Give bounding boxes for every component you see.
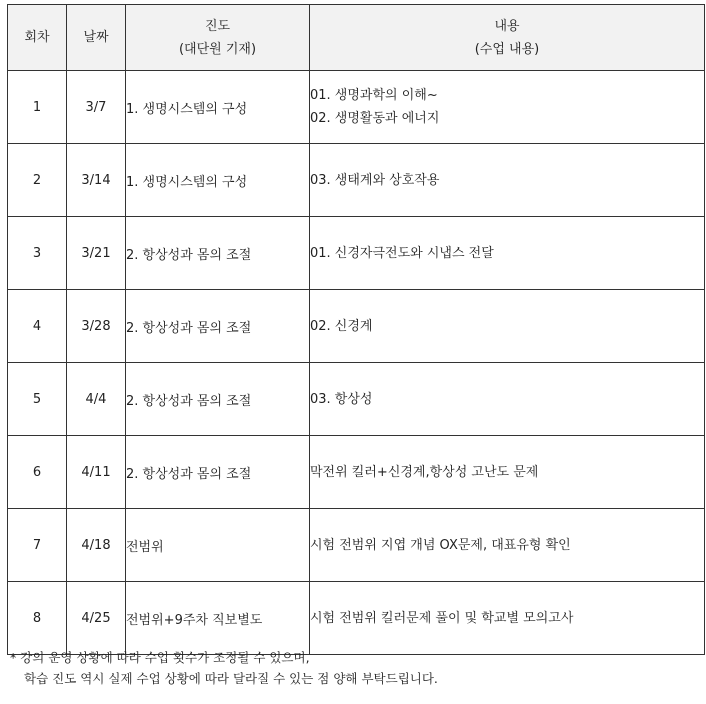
header-row (8, 5, 705, 71)
header-content (310, 5, 705, 71)
content-line: 01. 신경자극전도와 시냅스 전달 (310, 245, 494, 261)
round-cell: 6 (8, 436, 67, 509)
progress-cell: 전범위 (126, 509, 310, 582)
content-line: 막전위 킬러+신경계,항상성 고난도 문제 (310, 464, 539, 480)
footnote (10, 647, 438, 689)
content-cell (310, 509, 705, 582)
progress-cell: 2. 항상성과 몸의 조절 (126, 290, 310, 363)
table-row (8, 217, 705, 290)
content-cell (310, 436, 705, 509)
table-row (8, 582, 705, 655)
progress-cell: 2. 항상성과 몸의 조절 (126, 363, 310, 436)
schedule-table (7, 4, 705, 655)
round-cell: 3 (8, 217, 67, 290)
content-cell (310, 144, 705, 217)
date-cell: 4/11 (67, 436, 126, 509)
progress-cell: 2. 항상성과 몸의 조절 (126, 217, 310, 290)
table-row (8, 290, 705, 363)
content-cell (310, 363, 705, 436)
content-cell (310, 582, 705, 655)
table-row (8, 436, 705, 509)
round-cell: 5 (8, 363, 67, 436)
footnote-line: 학습 진도 역시 실제 수업 상황에 따라 달라질 수 있는 점 양해 부탁드립니다. (24, 671, 438, 686)
progress-cell: 1. 생명시스템의 구성 (126, 71, 310, 144)
content-line: 시험 전범위 킬러문제 풀이 및 학교별 모의고사 (310, 610, 574, 626)
content-line: 시험 전범위 지엽 개념 OX문제, 대표유형 확인 (310, 537, 571, 553)
round-cell: 4 (8, 290, 67, 363)
round-cell: 7 (8, 509, 67, 582)
header-date: 날짜 (67, 5, 126, 71)
content-line: 02. 신경계 (310, 318, 373, 334)
header-progress-title: 진도 (204, 18, 231, 34)
content-cell (310, 217, 705, 290)
date-cell: 4/18 (67, 509, 126, 582)
date-cell: 4/4 (67, 363, 126, 436)
date-cell: 3/7 (67, 71, 126, 144)
table-row (8, 71, 705, 144)
progress-cell: 2. 항상성과 몸의 조절 (126, 436, 310, 509)
round-cell: 1 (8, 71, 67, 144)
table-row (8, 144, 705, 217)
content-line: 03. 생태계와 상호작용 (310, 172, 440, 188)
table-row (8, 509, 705, 582)
footnote-line: * 강의 운영 상황에 따라 수업 횟수가 조정될 수 있으며, (10, 650, 310, 665)
content-line: 01. 생명과학의 이해~ (310, 88, 438, 103)
date-cell: 3/14 (67, 144, 126, 217)
round-cell: 2 (8, 144, 67, 217)
round-cell: 8 (8, 582, 67, 655)
progress-cell: 전범위+9주차 직보별도 (126, 582, 310, 655)
date-cell: 3/21 (67, 217, 126, 290)
header-content-subtitle: (수업 내용) (474, 41, 540, 57)
date-cell: 3/28 (67, 290, 126, 363)
date-cell: 4/25 (67, 582, 126, 655)
header-progress (126, 5, 310, 71)
header-round: 회차 (8, 5, 67, 71)
content-line: 02. 생명활동과 에너지 (310, 111, 440, 126)
content-cell (310, 290, 705, 363)
table-row (8, 363, 705, 436)
progress-cell: 1. 생명시스템의 구성 (126, 144, 310, 217)
header-progress-subtitle: (대단원 기재) (178, 41, 257, 57)
content-line: 03. 항상성 (310, 391, 373, 407)
header-content-title: 내용 (494, 18, 520, 34)
content-cell (310, 71, 705, 144)
